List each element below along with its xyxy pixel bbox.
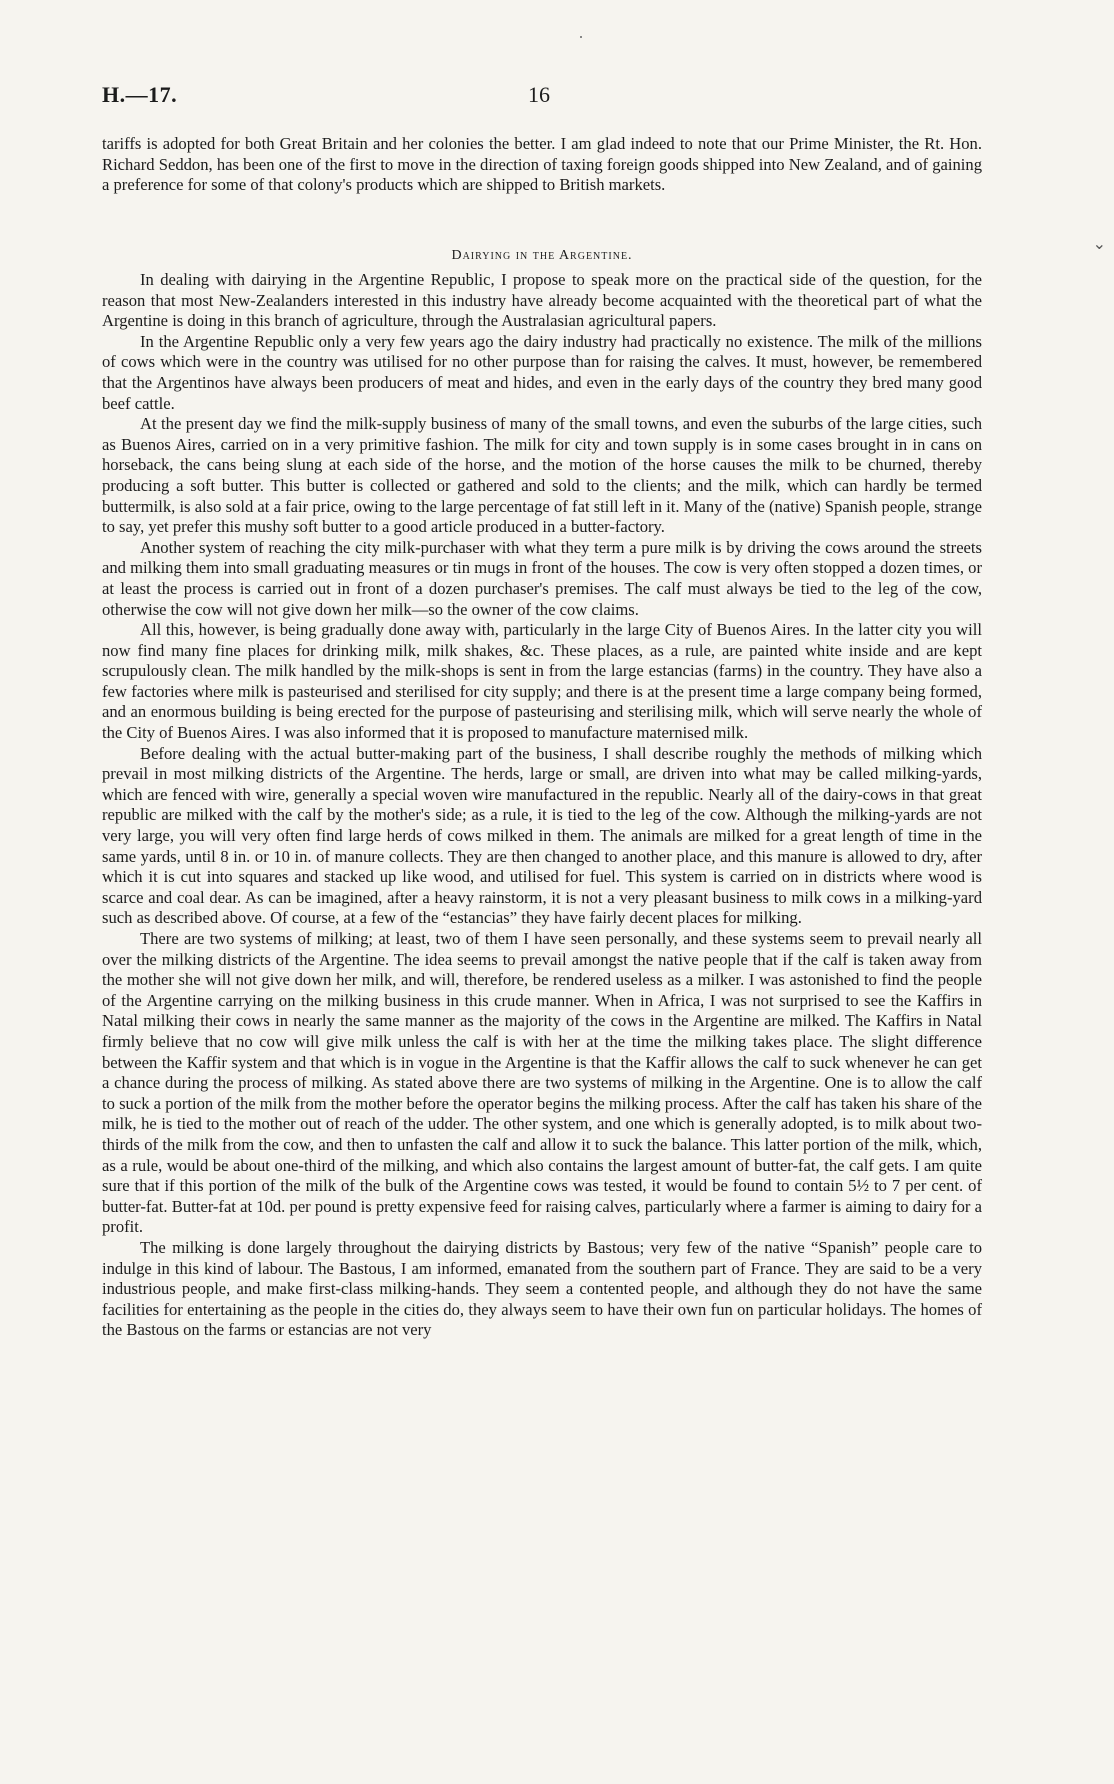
paragraph: In dealing with dairying in the Argentine Republic, I propose to speak more on the practical side of the question, for the reason that most New-Zealanders interested in this industry have already become acquainted with the theoretical part of what the Argentine is doing in this branch of agriculture, through the Australasian agricultural papers. xyxy=(102,270,982,331)
page-number: 16 xyxy=(528,82,550,107)
section-heading: Dairying in the Argentine. xyxy=(451,248,633,263)
paragraph: Another system of reaching the city milk-purchaser with what they term a pure milk is by driving the cows around the streets and milking them into small graduating measures or tin mugs in front of the houses. The cow is very often stopped a dozen times, or at least the process is carried out in front of a dozen purchaser's premises. The calf must always be tied to the leg of the cow, otherwise the cow will not give down her milk—so the owner of the cow claims. xyxy=(102,537,982,619)
paragraph: Before dealing with the actual butter-making part of the business, I shall describe roughly the methods of milking which prevail in most milking districts of the Argentine. The herds, large or small, are driven into what may be called milking-yards, which are fenced with wire, generally a special woven wire manufactured in the republic. Nearly all of the dairy-cows in that great republic are milked with the calf by the mother's side; as a rule, it is tied to the leg of the cow. Although the milking-yards are not very large, you will very often find large herds of cows milked in them. The animals are milked for a great length of time in the same yards, until 8 in. or 10 in. of manure collects. They are then changed to another place, and this manure is allowed to dry, after which it is cut into squares and stacked up like wood, and utilised for fuel. This system is carried on in districts where wood is scarce and coal dear. As can be imagined, after a heavy rainstorm, it is not a very pleasant business to milk cows in a milking-yard such as described above. Of course, at a few of the “estancias” they have fairly decent places for milking. xyxy=(102,743,982,928)
scan-speck xyxy=(580,36,582,38)
paragraph: At the present day we find the milk-supply business of many of the small towns, and even the suburbs of the large cities, such as Buenos Aires, carried on in a very primitive fashion. The milk for city and town supply is in some cases brought in in cans on horseback, the cans being slung at each side of the horse, and the motion of the horse causes the milk to be churned, thereby producing a soft butter. This butter is collected or gathered and sold to the clients; and the milk, which can hardly be termed buttermilk, is also sold at a fair price, owing to the large percentage of fat still left in it. Many of the (native) Spanish people, strange to say, yet prefer this mushy soft butter to a good article produced in a butter-factory. xyxy=(102,414,982,537)
paragraph: There are two systems of milking; at least, two of them I have seen personally, and these systems seem to prevail nearly all over the milking districts of the Argentine. The idea seems to prevail amongst the native people that if the calf is taken away from the mother she will not give down her milk, and will, therefore, be rendered useless as a milker. I was astonished to find the people of the Argentine carrying on the milking business in this crude manner. When in Africa, I was not surprised to see the Kaffirs in Natal milking their cows in nearly the same manner as the majority of the cows in the Argentine are milked. The Kaffirs in Natal firmly believe that no cow will give milk unless the calf is with her at the time the milking takes place. The slight difference between the Kaffir system and that which is in vogue in the Argentine is that the Kaffir allows the calf to suck whenever he can get a chance during the process of milking. As stated above there are two systems of milking in the Argentine. One is to allow the calf to suck a portion of the milk from the mother before the operator begins the milking process. After the calf has taken his share of the milk, he is tied to the mother out of reach of the udder. The other system, and one which is generally adopted, is to milk about two-thirds of the milk from the cow, and then to unfasten the calf and allow it to suck the balance. This latter portion of the milk, which, as a rule, would be about one-third of the milking, and which also contains the largest amount of butter-fat, the calf gets. I am quite sure that if this portion of the milk of the bulk of the Argentine cows was tested, it would be found to contain 5½ to 7 per cent. of butter-fat. Butter-fat at 10d. per pound is pretty expensive feed for raising calves, particularly where a farmer is aiming to dairy for a profit. xyxy=(102,929,982,1237)
margin-mark-icon: ⌄ xyxy=(1092,234,1106,253)
page-reference: H.—17. xyxy=(102,82,178,107)
section-body xyxy=(102,270,982,1341)
paragraph: The milking is done largely throughout the dairying districts by Bastous; very few of the native “Spanish” people care to indulge in this kind of labour. The Bastous, I am informed, emanated from the southern part of France. They are said to be a very industrious people, and make first-class milking-hands. They seem a contented people, and although they do not have the same facilities for entertaining as the people in the cities do, they always seem to have their own fun on particular holidays. The homes of the Bastous on the farms or estancias are not very xyxy=(102,1237,982,1340)
paragraph: In the Argentine Republic only a very few years ago the dairy industry had practically no existence. The milk of the millions of cows which were in the country was utilised for no other purpose than for raising the calves. It must, however, be remembered that the Argentinos have always been producers of meat and hides, and even in the early days of the country they bred many good beef cattle. xyxy=(102,331,982,413)
intro-paragraph xyxy=(102,134,982,196)
paragraph: All this, however, is being gradually done away with, particularly in the large City of Buenos Aires. In the latter city you will now find many fine places for drinking milk, milk shakes, &c. These places, as a rule, are painted white inside and are kept scrupulously clean. The milk handled by the milk-shops is sent in from the large estancias (farms) in the country. They have also a few factories where milk is pasteurised and sterilised for city supply; and there is at the present time a large company being formed, and an enormous building is being erected for the purpose of pasteurising and sterilising milk, which will serve nearly the whole of the City of Buenos Aires. I was also informed that it is proposed to manufacture maternised milk. xyxy=(102,620,982,743)
paragraph: tariffs is adopted for both Great Britain and her colonies the better. I am glad indeed to note that our Prime Minister, the Rt. Hon. Richard Seddon, has been one of the first to move in the direction of taxing foreign goods shipped into New Zealand, and of gaining a preference for some of that colony's products which are shipped to British markets. xyxy=(102,134,982,195)
